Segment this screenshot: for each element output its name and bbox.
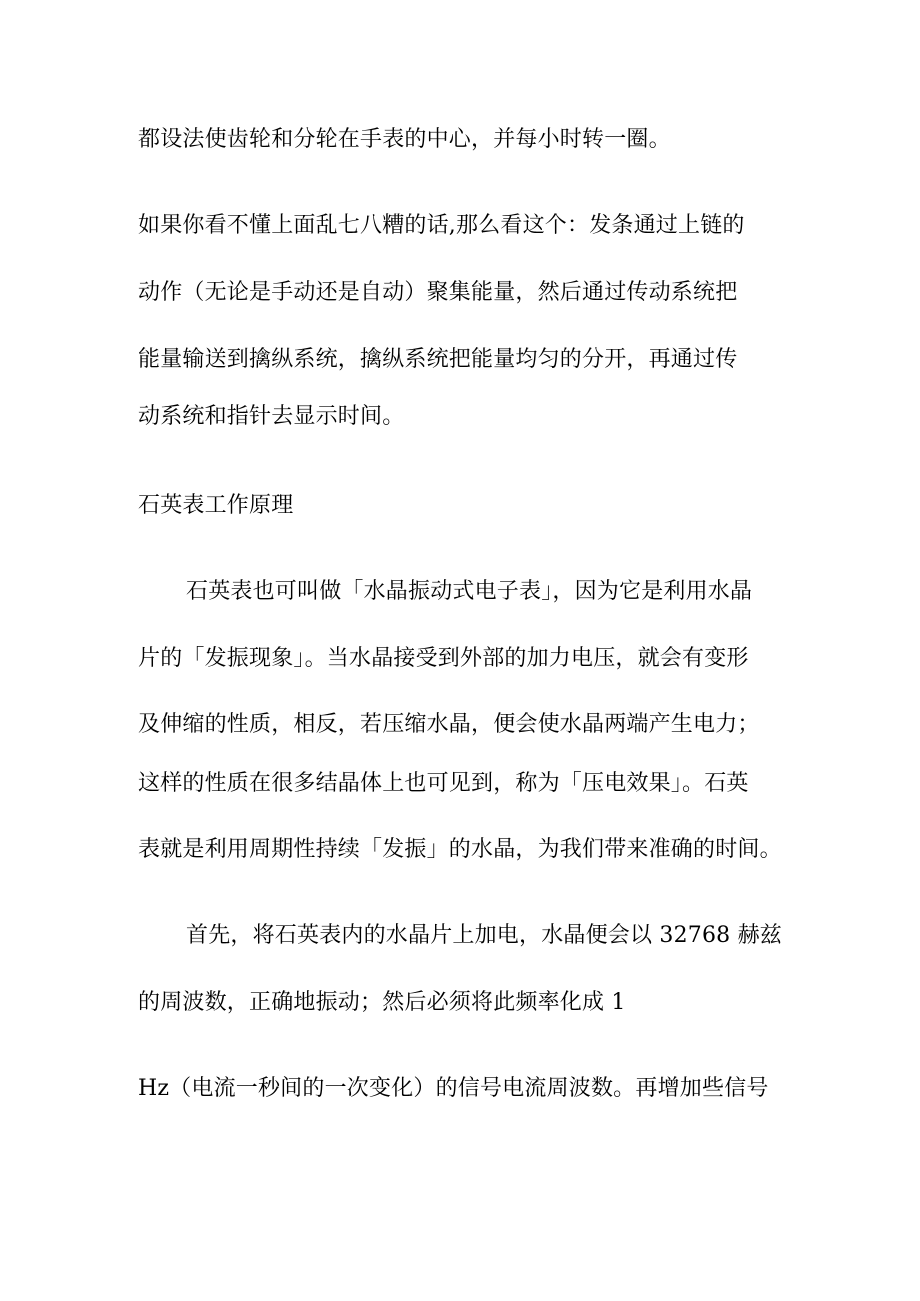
paragraph-line: 片的「发振现象」。当水晶接受到外部的加力电压，就会有变形: [138, 646, 749, 671]
paragraph-line: 动系统和指针去显示时间。: [138, 404, 405, 429]
paragraph-line: 如果你看不懂上面乱七八糟的话,那么看这个：发条通过上链的: [138, 213, 745, 238]
paragraph-line: 动作（无论是手动还是自动）聚集能量，然后通过传动系统把: [138, 280, 738, 305]
paragraph-line: 的周波数，正确地振动；然后必须将此频率化成 1: [138, 990, 626, 1015]
paragraph-line: Hz（电流一秒间的一次变化）的信号电流周波数。再增加些信号: [138, 1076, 769, 1101]
paragraph-line: 首先，将石英表内的水晶片上加电，水晶便会以 32768 赫兹: [186, 923, 782, 948]
paragraph-line: 能量输送到擒纵系统，擒纵系统把能量均匀的分开，再通过传: [138, 347, 738, 372]
paragraph-line: 这样的性质在很多结晶体上也可见到，称为「压电效果」。石英: [138, 771, 749, 796]
paragraph-line: 石英表也可叫做「水晶振动式电子表」，因为它是利用水晶: [186, 579, 753, 604]
paragraph-line: 及伸缩的性质，相反，若压缩水晶，便会使水晶两端产生电力；: [138, 712, 760, 737]
section-heading: 石英表工作原理: [138, 493, 294, 518]
paragraph-line: 表就是利用周期性持续「发振」的水晶，为我们带来准确的时间。: [138, 837, 782, 862]
paragraph-line: 都设法使齿轮和分轮在手表的中心，并每小时转一圈。: [138, 127, 671, 152]
